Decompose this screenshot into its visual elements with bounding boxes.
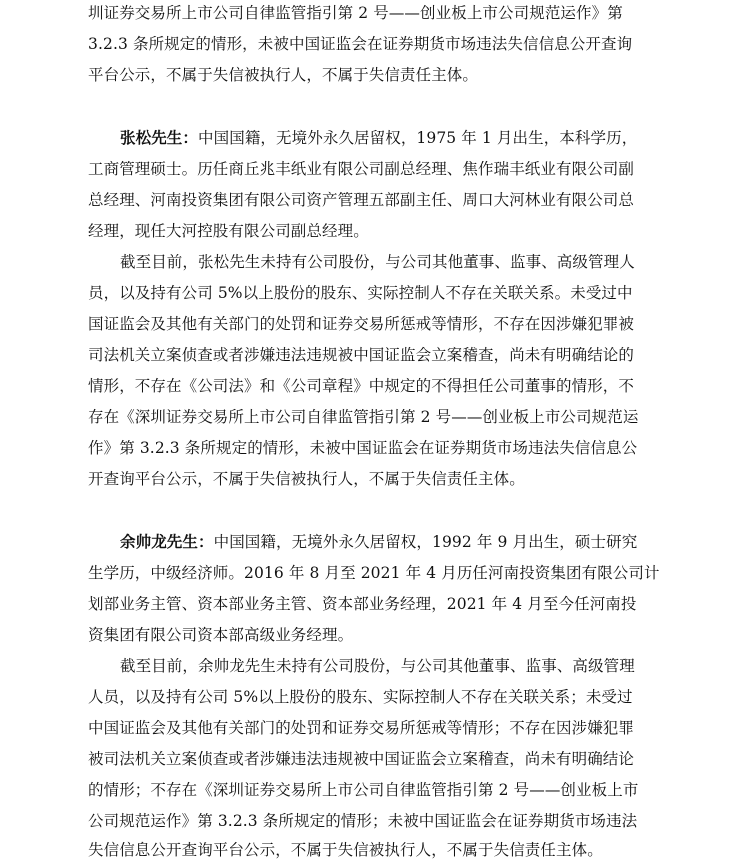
yu-statement-line: 人员，以及持有公司 5%以上股份的股东、实际控制人不存在关联关系；未受过: [88, 688, 633, 706]
zhang-bio-line: 工商管理硕士。历任商丘兆丰纸业有限公司副总经理、焦作瑞丰纸业有限公司副: [88, 160, 635, 178]
zhang-statement-line: 截至目前，张松先生未持有公司股份，与公司其他董事、监事、高级管理人: [120, 253, 635, 271]
yu-bio-line: 划部业务主管、资本部业务主管、资本部业务经理，2021 年 4 月至今任河南投: [88, 595, 637, 613]
zhang-statement-line: 国证监会及其他有关部门的处罚和证券交易所惩戒等情形，不存在因涉嫌犯罪被: [88, 315, 635, 333]
intro-line: 平台公示，不属于失信被执行人，不属于失信责任主体。: [88, 66, 479, 84]
intro-line: 3.2.3 条所规定的情形，未被中国证监会在证券期货市场违法失信信息公开查询: [88, 35, 633, 53]
zhang-statement-line: 存在《深圳证券交易所上市公司自律监管指引第 2 号——创业板上市公司规范运: [88, 408, 639, 426]
zhang-bio-first-line: [120, 128, 637, 148]
yu-bio-first-line: [120, 532, 637, 552]
yu-bio-line: 生学历，中级经济师。2016 年 8 月至 2021 年 4 月历任河南投资集团有限公司计: [88, 564, 660, 582]
yu-statement-line: 被司法机关立案侦查或者涉嫌违法违规被中国证监会立案稽查，尚未有明确结论: [88, 750, 635, 768]
zhang-statement-line: 开查询平台公示，不属于失信被执行人，不属于失信责任主体。: [88, 470, 525, 488]
yu-statement-line: 的情形；不存在《深圳证券交易所上市公司自律监管指引第 2 号——创业板上市: [88, 781, 639, 799]
yu-bio-first: 中国国籍，无境外永久居留权，1992 年 9 月出生，硕士研究: [213, 533, 638, 551]
zhang-statement-line: 作》第 3.2.3 条所规定的情形，未被中国证监会在证券期货市场违法失信信息公: [88, 439, 638, 457]
zhang-statement-line: 司法机关立案侦查或者涉嫌违法违规被中国证监会立案稽查，尚未有明确结论的: [88, 346, 635, 364]
yu-statement-line: 公司规范运作》第 3.2.3 条所规定的情形；未被中国证监会在证券期货市场违法: [88, 812, 638, 830]
zhang-name: 张松先生：: [120, 129, 199, 147]
yu-statement-line: 中国证监会及其他有关部门的处罚和证券交易所惩戒等情形；不存在因涉嫌犯罪: [88, 719, 635, 737]
zhang-bio-first: 中国国籍，无境外永久居留权，1975 年 1 月出生，本科学历，: [198, 129, 638, 147]
zhang-statement-line: 情形，不存在《公司法》和《公司章程》中规定的不得担任公司董事的情形，不: [88, 377, 635, 395]
zhang-bio-line: 经理，现任大河控股有限公司副总经理。: [88, 222, 369, 240]
yu-bio-line: 资集团有限公司资本部高级业务经理。: [88, 626, 354, 644]
yu-statement-line: 失信信息公开查询平台公示，不属于失信被执行人，不属于失信责任主体。: [88, 841, 603, 859]
yu-name: 余帅龙先生：: [120, 533, 214, 551]
zhang-statement-line: 员，以及持有公司 5%以上股份的股东、实际控制人不存在关联关系。未受过中: [88, 284, 633, 302]
zhang-bio-line: 总经理、河南投资集团有限公司资产管理五部副主任、周口大河林业有限公司总: [88, 191, 635, 209]
yu-statement-line: 截至目前，余帅龙先生未持有公司股份，与公司其他董事、监事、高级管理: [120, 657, 635, 675]
intro-line: 圳证券交易所上市公司自律监管指引第 2 号——创业板上市公司规范运作》第: [88, 4, 623, 22]
